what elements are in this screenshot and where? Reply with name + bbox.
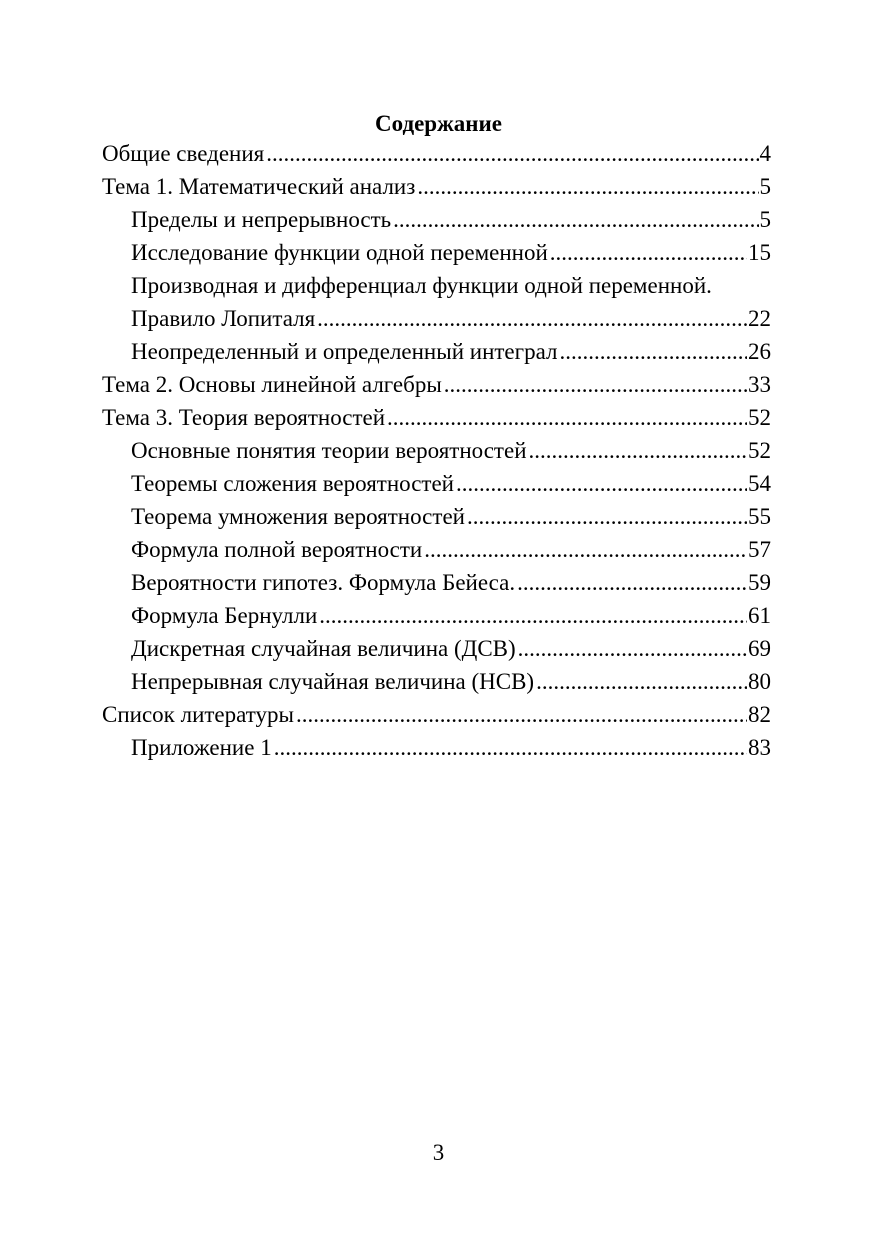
toc-entry-topic-3[interactable] [102,401,771,434]
toc-dot-leader [559,335,747,368]
toc-entry-page: 80 [748,669,771,694]
toc-entry-label: Вероятности гипотез. Формула Бейеса. [131,570,516,595]
toc-dot-leader [467,500,747,533]
toc-entry-page: 15 [748,240,771,265]
toc-entry-bernoulli-formula[interactable] [102,599,771,632]
toc-entry-label: Теоремы сложения вероятностей [131,471,454,496]
toc-entry-page: 59 [748,570,771,595]
toc-entry-page: 4 [759,141,771,166]
toc-entry-label: Тема 2. Основы линейной алгебры [102,372,442,397]
toc-dot-leader [296,698,747,731]
toc-entry-page: 52 [748,438,771,463]
toc-dot-leader [529,434,747,467]
toc-dot-leader [456,467,747,500]
toc-dot-leader [536,665,747,698]
toc-dot-leader [393,203,758,236]
toc-dot-leader [444,368,747,401]
toc-entry-topic-2[interactable] [102,368,771,401]
page-number: 3 [432,1140,445,1165]
toc-title: Содержание [375,111,502,136]
toc-entry-multiplication-theorem[interactable] [102,500,771,533]
toc-entry-label: Формула Бернулли [131,603,318,628]
toc-entry-page: 54 [748,471,771,496]
toc-entry-general-info[interactable] [102,137,771,170]
toc-entry-page: 33 [748,372,771,397]
toc-entry-discrete-random-variable[interactable] [102,632,771,665]
toc-entry-label: Тема 1. Математический анализ [102,174,416,199]
toc-entry-page: 22 [748,306,771,331]
toc-entry-total-probability[interactable] [102,533,771,566]
toc-entry-label: Непрерывная случайная величина (НСВ) [131,669,535,694]
toc-entry-topic-1[interactable] [102,170,771,203]
toc-entry-label: Тема 3. Теория вероятностей [102,405,386,430]
toc-entry-references[interactable] [102,698,771,731]
toc-entry-page: 5 [759,207,771,232]
toc-entry-label: Общие сведения [102,141,265,166]
toc-entry-page: 69 [748,636,771,661]
toc-entry-label: Список литературы [102,702,294,727]
toc-entry-label: Дискретная случайная величина (ДСВ) [131,636,516,661]
toc-dot-leader [550,236,747,269]
toc-dot-leader [387,401,747,434]
toc-entry-lhopital-rule[interactable] [102,302,771,335]
toc-entry-derivative-line1[interactable] [102,269,771,302]
toc-entry-probability-basics[interactable] [102,434,771,467]
toc-entry-continuous-random-variable[interactable] [102,665,771,698]
toc-dot-leader [517,566,747,599]
toc-entry-label: Неопределенный и определенный интеграл [131,339,558,364]
toc-entry-label: Пределы и непрерывность [131,207,392,232]
toc-dot-leader [518,632,747,665]
toc-dot-leader [266,137,758,170]
toc-entry-bayes-formula[interactable] [102,566,771,599]
toc-entry-limits-continuity[interactable] [102,203,771,236]
toc-dot-leader [274,731,747,764]
toc-entry-integrals[interactable] [102,335,771,368]
toc-entry-page: 5 [759,174,771,199]
toc-entry-addition-theorems[interactable] [102,467,771,500]
toc-entry-page: 55 [748,504,771,529]
table-of-contents [102,137,771,764]
toc-dot-leader [317,302,747,335]
toc-entry-label: Теорема умножения вероятностей [131,504,465,529]
toc-entry-label: Приложение 1 [131,735,272,760]
toc-entry-page: 26 [748,339,771,364]
toc-entry-label: Производная и дифференциал функции одной переменной. [131,273,712,298]
toc-entry-page: 57 [748,537,771,562]
toc-entry-label: Формула полной вероятности [131,537,423,562]
toc-entry-appendix-1[interactable] [102,731,771,764]
toc-dot-leader [417,170,758,203]
toc-entry-function-analysis[interactable] [102,236,771,269]
toc-entry-page: 61 [748,603,771,628]
toc-entry-page: 83 [748,735,771,760]
toc-entry-label: Правило Лопиталя [131,306,316,331]
toc-entry-label: Исследование функции одной переменной [131,240,548,265]
toc-entry-page: 82 [748,702,771,727]
toc-dot-leader [424,533,747,566]
toc-entry-label: Основные понятия теории вероятностей [131,438,527,463]
toc-entry-page: 52 [748,405,771,430]
toc-dot-leader [319,599,747,632]
